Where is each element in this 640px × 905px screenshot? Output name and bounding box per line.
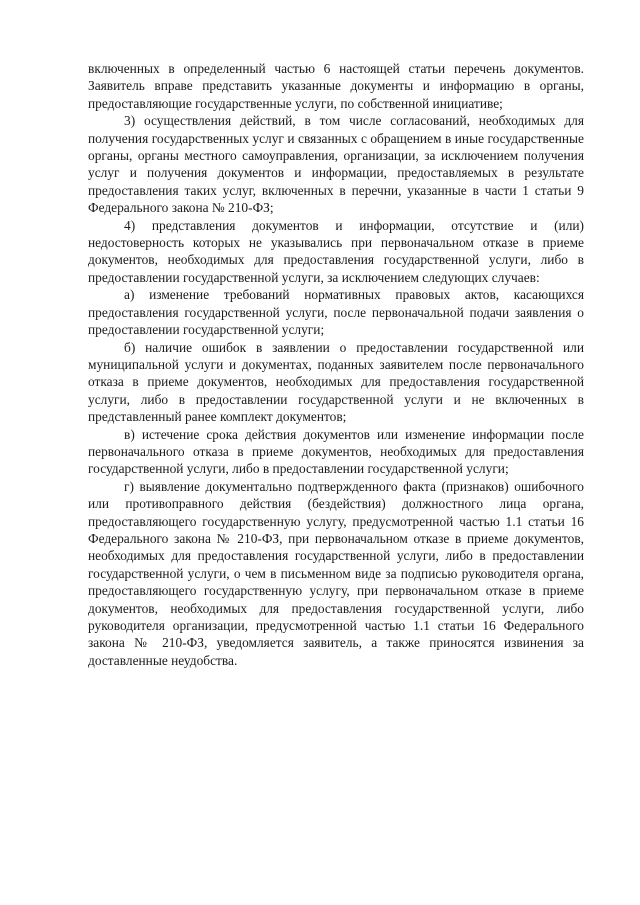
paragraph-continuation: включенных в определенный частью 6 настоящей статьи перечень документов. Заявитель вправе представить указанные документы и информацию в органы, предоставляющие государственные услуги, по собственной инициативе; [88,61,584,111]
paragraph-subitem-g: г) выявление документально подтвержденного факта (признаков) ошибочного или противоправного действия (бездействия) должностного лица органа, предоставляющего государственную услугу, предусмотренной частью 1.1 статьи 16 Федерального закона № 210-ФЗ, при первоначальном отказе в приеме документов, необходимых для предоставления государственной услуги, либо в предоставлении государственной услуги, о чем в письменном виде за подписью руководителя органа, предоставляющего государственную услугу, при первоначальном отказе в приеме документов, необходимых для предоставления государственной услуги, либо руководителя организации, предусмотренной частью 1.1 статьи 16 Федерального закона № 210-ФЗ, уведомляется заявитель, а также приносятся извинения за доставленные неудобства. [88,478,584,668]
paragraph-item-4: 4) представления документов и информации, отсутствие и (или) недостоверность которых не указывались при первоначальном отказе в приеме документов, необходимых для предоставления государственной услуги, либо в предоставлении государственной услуги, за исключением следующих случаев: [88,217,584,285]
paragraph-subitem-a: а) изменение требований нормативных правовых актов, касающихся предоставления государственной услуги, после первоначальной подачи заявления о предоставлении государственной услуги; [88,287,584,338]
paragraph-item-3: 3) осуществления действий, в том числе согласований, необходимых для получения государственных услуг и связанных с обращением в иные государственные органы, органы местного самоуправления, организации, за исключением получения услуг и получения документов и информации, предоставляемых в результате предоставления таких услуг, включенных в перечни, указанные в части 1 статьи 9 Федерального закона № 210-ФЗ; [88,113,584,216]
document-page [88,60,584,669]
paragraph-subitem-b: б) наличие ошибок в заявлении о предоставлении государственной или муниципальной услуги и документах, поданных заявителем после первоначального отказа в приеме документов, необходимых для предоставления государственной услуги, либо в предоставлении государственной услуги и не включенных в представленный ранее комплект документов; [88,339,584,425]
paragraph-subitem-v: в) истечение срока действия документов или изменение информации после первоначального отказа в приеме документов, необходимых для предоставления государственной услуги, либо в предоставлении государственной услуги; [88,426,584,477]
